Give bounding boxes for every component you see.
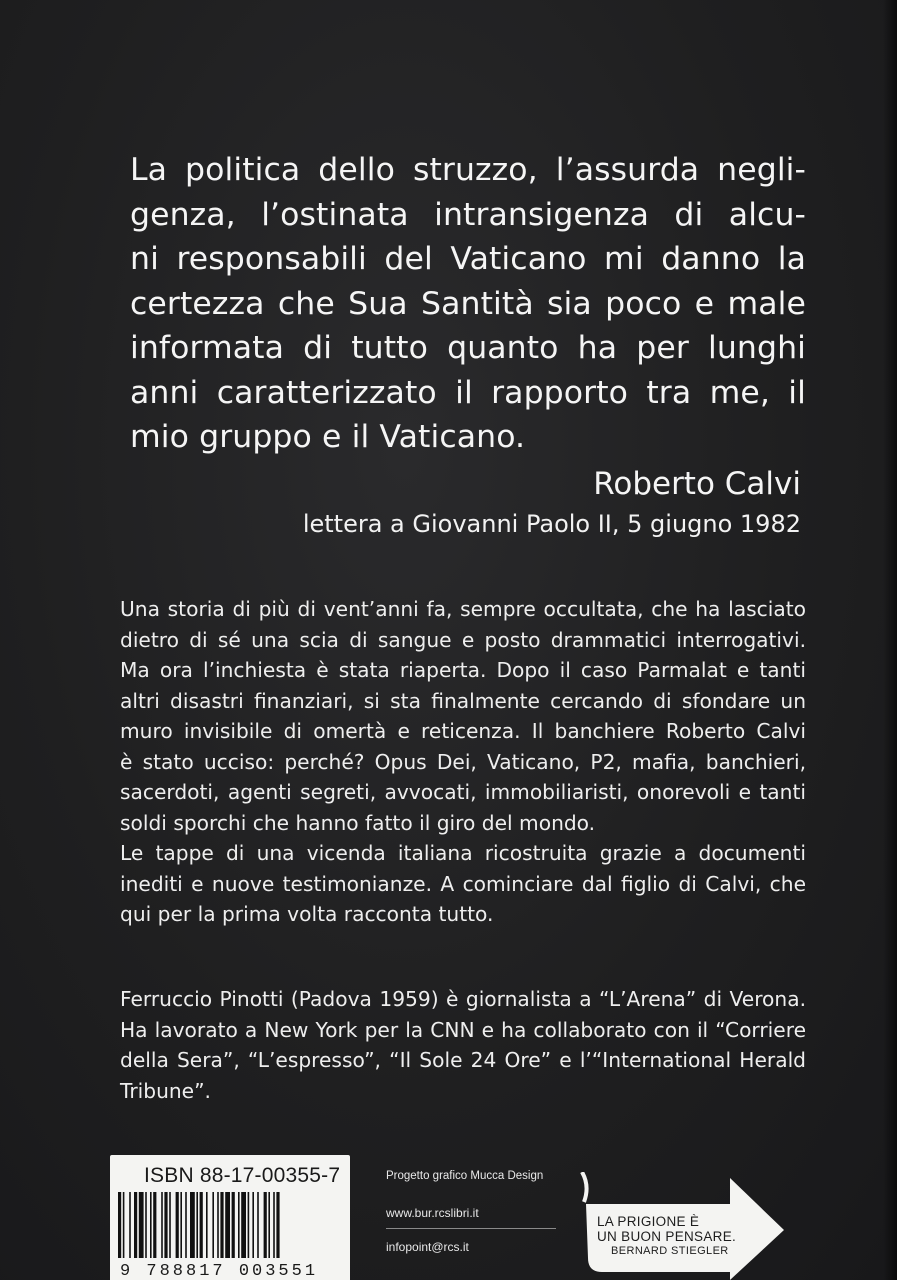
barcode-bar (220, 1192, 223, 1258)
barcode-bar (145, 1192, 147, 1258)
credits-divider (386, 1228, 556, 1229)
barcode-bar (164, 1192, 167, 1258)
barcode-bar (268, 1192, 270, 1258)
blurb-line: qui per la prima volta racconta tutto. (120, 902, 494, 926)
barcode-bar (264, 1192, 267, 1258)
cover-edge-shadow (883, 0, 897, 1280)
barcode-bar (161, 1192, 163, 1258)
blurb-line: altri disastri finanziari, si sta finalmente cercando di sfondare un (120, 688, 806, 713)
blurb-line: sacerdoti, agenti segreti, avvocati, immobiliaristi, onorevoli e tanti (120, 780, 806, 804)
barcode-bar (200, 1192, 203, 1258)
quote-line: certezza che Sua Santità sia poco e male (130, 285, 806, 322)
blurb-line: muro invisibile di omertà e reticenza. Il banchiere Roberto Calvi (120, 719, 806, 743)
blurb-line: inediti e nuove testimonianze. A cominciare dal figlio di Calvi, che (120, 871, 806, 896)
barcode-bar (276, 1192, 279, 1258)
author-bio (120, 984, 806, 1106)
blurb-line: è stato ucciso: perché? Opus Dei, Vaticano, P2, mafia, banchieri, (120, 749, 806, 774)
bio-line: Ha lavorato a New York per la CNN e ha collaborato con il “Corriere (120, 1017, 806, 1042)
barcode-bar (180, 1192, 182, 1258)
isbn-text: ISBN 88-17-00355-7 (144, 1164, 341, 1187)
bio-line: Tribune”. (120, 1078, 211, 1103)
barcode-bar (169, 1192, 171, 1258)
quote-author: Roberto Calvi (593, 466, 801, 502)
blurb-paragraph (120, 594, 806, 930)
barcode-bar (123, 1192, 125, 1258)
barcode-bar (206, 1192, 208, 1258)
barcode-bar (176, 1192, 179, 1258)
blurb-line: soldi sporchi che hanno fatto il giro del mondo. (120, 810, 596, 835)
barcode-bar (232, 1192, 235, 1258)
barcode-bar (238, 1192, 240, 1258)
barcode-bar (225, 1192, 230, 1258)
quote-line: La politica dello struzzo, l’assurda negli- (130, 152, 806, 188)
quote-line: ni responsabili del Vaticano mi danno la (130, 241, 806, 277)
blurb-line: Una storia di più di vent’anni fa, sempre occultata, che ha lasciato (120, 597, 806, 621)
barcode-bar (273, 1192, 275, 1258)
barcode-bar (257, 1192, 259, 1258)
motto (597, 1214, 736, 1259)
barcode-bar (190, 1192, 195, 1258)
barcode-bar (134, 1192, 137, 1258)
quote-line: anni caratterizzato il rapporto tra me, il (130, 374, 806, 411)
barcode-bar (248, 1192, 250, 1258)
barcode-bar (252, 1192, 254, 1258)
barcode-bar (139, 1192, 144, 1258)
blurb-line: dietro di sé una scia di sangue e posto drammatici interrogativi. (120, 627, 806, 652)
barcode-bar (150, 1192, 152, 1258)
motto-line: LA PRIGIONE È (597, 1214, 700, 1229)
quote-line: mio gruppo e il Vaticano. (130, 419, 526, 455)
barcode-digits: 9 788817 003551 (120, 1262, 319, 1280)
barcode-bar (118, 1192, 121, 1258)
barcode-bar (153, 1192, 156, 1258)
bio-line: della Sera”, “L’espresso”, “Il Sole 24 Ore” e l’“International Herald (120, 1048, 806, 1072)
barcode-bar (196, 1192, 198, 1258)
motto-author: BERNARD STIEGLER (611, 1245, 729, 1257)
quote-source: lettera a Giovanni Paolo II, 5 giugno 1982 (302, 510, 801, 538)
barcode-bar (217, 1192, 219, 1258)
barcode-bar (212, 1192, 214, 1258)
blurb-line: Le tappe di una vicenda italiana ricostruita grazie a documenti (120, 841, 806, 865)
quote-line: informata di tutto quanto ha per lunghi (130, 330, 806, 366)
blurb-line: Ma ora l’inchiesta è stata riaperta. Dopo il caso Parmalat e tanti (120, 658, 806, 682)
barcode-bar (129, 1192, 131, 1258)
website-link[interactable]: www.bur.rcslibri.it (386, 1206, 479, 1220)
barcode-bar (185, 1192, 187, 1258)
design-credit: Progetto grafico Mucca Design (386, 1170, 544, 1182)
quote-line: genza, l’ostinata intransigenza di alcu- (130, 196, 806, 233)
barcode-icon (112, 1192, 344, 1262)
quote-block (130, 148, 806, 460)
motto-line: UN BUON PENSARE. (597, 1229, 737, 1244)
barcode-bar (241, 1192, 246, 1258)
bio-line: Ferruccio Pinotti (Padova 1959) è giornalista a “L’Arena” di Verona. (120, 987, 806, 1011)
email-link[interactable]: infopoint@rcs.it (386, 1240, 469, 1254)
